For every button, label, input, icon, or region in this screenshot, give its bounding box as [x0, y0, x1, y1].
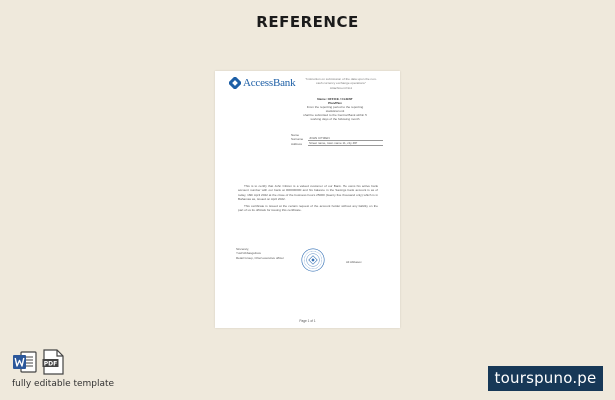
format-icons	[12, 349, 64, 375]
title-line: From the reporting period to the reporting	[306, 105, 364, 110]
brand-badge[interactable]: tourspuno.pe	[488, 366, 603, 391]
field-label: Address	[291, 142, 303, 146]
certificate-body	[238, 184, 378, 216]
bank-logo	[229, 77, 295, 89]
title-line: Name: OFFICE / CLIENT	[317, 97, 353, 101]
body-paragraph: This certificate is issued at the certain request of the account holder without any liability on the part of us its officials for issuing this certificate.	[238, 204, 378, 213]
field-value: Street name, town name 11, city ZIP	[308, 141, 383, 146]
title-block	[285, 97, 385, 122]
signoff-line: Retail Group, Chief executive officer	[236, 255, 284, 260]
header-note	[305, 77, 377, 91]
field-row-address	[291, 141, 383, 147]
customer-fields	[291, 132, 383, 146]
title-line: shall be submitted to the Central Bank within 5	[303, 113, 367, 118]
title-line: working days of the following month	[310, 117, 360, 122]
field-value: JOHN CITIZEN	[308, 136, 383, 141]
field-label: Name Surname	[291, 132, 304, 141]
title-line: Plan/Plex	[328, 101, 342, 106]
field-row-name	[291, 132, 383, 141]
title-line: statistical unit	[325, 109, 345, 114]
reference-document	[215, 71, 400, 328]
pdf-icon-label: PDF	[43, 360, 58, 368]
bank-logo-icon	[229, 77, 241, 89]
editable-caption: fully editable template	[12, 379, 115, 389]
header-note-text: "Instruction on submission of the data upon the non-cash currency exchange operations"	[305, 77, 377, 86]
bank-seal-icon	[301, 248, 325, 272]
bank-name: AccessBank	[243, 77, 296, 89]
page-number: Page 1 of 1	[299, 319, 316, 323]
signoff-line: Sincerely,	[236, 247, 249, 251]
reference-heading: REFERENCE	[256, 13, 359, 31]
header-attachment: Attachment No1	[329, 86, 353, 91]
pdf-icon	[42, 349, 64, 375]
signoff	[236, 247, 306, 260]
body-paragraph: This is to certify that John Citizen is a valued customer of our Bank. He owns his active bank account number with our bank at 000000000 and his balance in the Savings bank account is as of today, 16th April 2022 at the close of the business hours 25000 (twenty five thousand only) which is in Bahamas as, issued on April 2022.	[238, 184, 378, 201]
signer-name: Ali Abbasov	[346, 260, 362, 264]
word-icon	[12, 349, 38, 375]
signoff-line: Yusif Abbasgulisov	[236, 251, 262, 256]
